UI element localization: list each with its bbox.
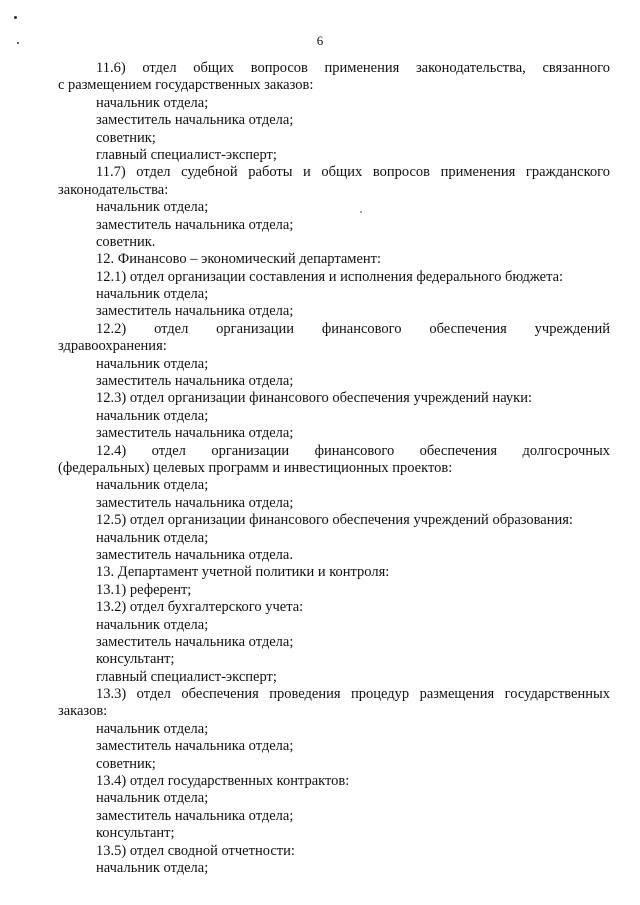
scan-speck <box>14 16 17 19</box>
document-line: начальник отдела; <box>96 790 209 807</box>
document-line: заместитель начальника отдела; <box>96 373 294 390</box>
document-line: заместитель начальника отдела; <box>96 633 294 650</box>
document-line: 13.1) референт; <box>96 581 192 598</box>
document-line: главный специалист-эксперт; <box>96 146 277 163</box>
document-line: начальник отдела; <box>96 477 209 494</box>
document-line: с размещением государственных заказов: <box>58 77 314 94</box>
document-line: главный специалист-эксперт; <box>96 668 277 685</box>
document-line: заместитель начальника отдела. <box>96 546 293 563</box>
document-line: законодательства: <box>58 181 169 198</box>
document-line: заместитель начальника отдела; <box>96 494 294 511</box>
document-line: заместитель начальника отдела; <box>96 216 294 233</box>
document-line: заместитель начальника отдела; <box>96 738 294 755</box>
document-line: заказов: <box>58 703 108 720</box>
document-line: 12.5) отдел организации финансового обеспечения учреждений образования: <box>96 512 573 529</box>
document-line: начальник отдела; <box>96 529 209 546</box>
document-line: начальник отдела; <box>96 407 209 424</box>
document-line: 12.3) отдел организации финансового обеспечения учреждений науки: <box>96 390 532 407</box>
document-line: советник. <box>96 233 156 250</box>
document-line: начальник отдела; <box>96 199 209 216</box>
document-line: начальник отдела; <box>96 94 209 111</box>
document-line: начальник отдела; <box>96 859 209 876</box>
document-line: 11.6) отдел общих вопросов применения законодательства, связанного <box>96 60 610 76</box>
document-line: советник; <box>96 755 156 772</box>
document-line: начальник отдела; <box>96 355 209 372</box>
document-line: начальник отдела; <box>96 286 209 303</box>
document-line: начальник отдела; <box>96 616 209 633</box>
page-number: 6 <box>316 33 324 48</box>
document-line: консультант; <box>96 825 175 842</box>
document-line: 12.4) отдел организации финансового обеспечения долгосрочных <box>96 442 610 459</box>
document-line: советник; <box>96 129 156 146</box>
document-line: консультант; <box>96 651 175 668</box>
document-line: заместитель начальника отдела; <box>96 303 294 320</box>
document-line: 11.7) отдел судебной работы и общих вопросов применения гражданского <box>96 164 610 181</box>
document-line: здравоохранения: <box>58 338 167 355</box>
document-line: 12. Финансово – экономический департамент: <box>96 251 382 268</box>
document-line: заместитель начальника отдела; <box>96 112 294 129</box>
document-line: 13.3) отдел обеспечения проведения процедур размещения государственных <box>96 686 610 703</box>
document-line: 12.2) отдел организации финансового обеспечения учреждений <box>96 320 610 337</box>
document-body <box>58 60 610 877</box>
document-line: (федеральных) целевых программ и инвестиционных проектов: <box>58 459 453 476</box>
document-line: 13.2) отдел бухгалтерского учета: <box>96 599 304 616</box>
document-line: 12.1) отдел организации составления и исполнения федерального бюджета: <box>96 268 564 285</box>
document-line: 13.5) отдел сводной отчетности: <box>96 842 295 859</box>
document-line: заместитель начальника отдела; <box>96 425 294 442</box>
document-line: 13.4) отдел государственных контрактов: <box>96 773 350 790</box>
document-line: заместитель начальника отдела; <box>96 807 294 824</box>
document-line: начальник отдела; <box>96 720 209 737</box>
document-line: 13. Департамент учетной политики и контроля: <box>96 564 390 581</box>
